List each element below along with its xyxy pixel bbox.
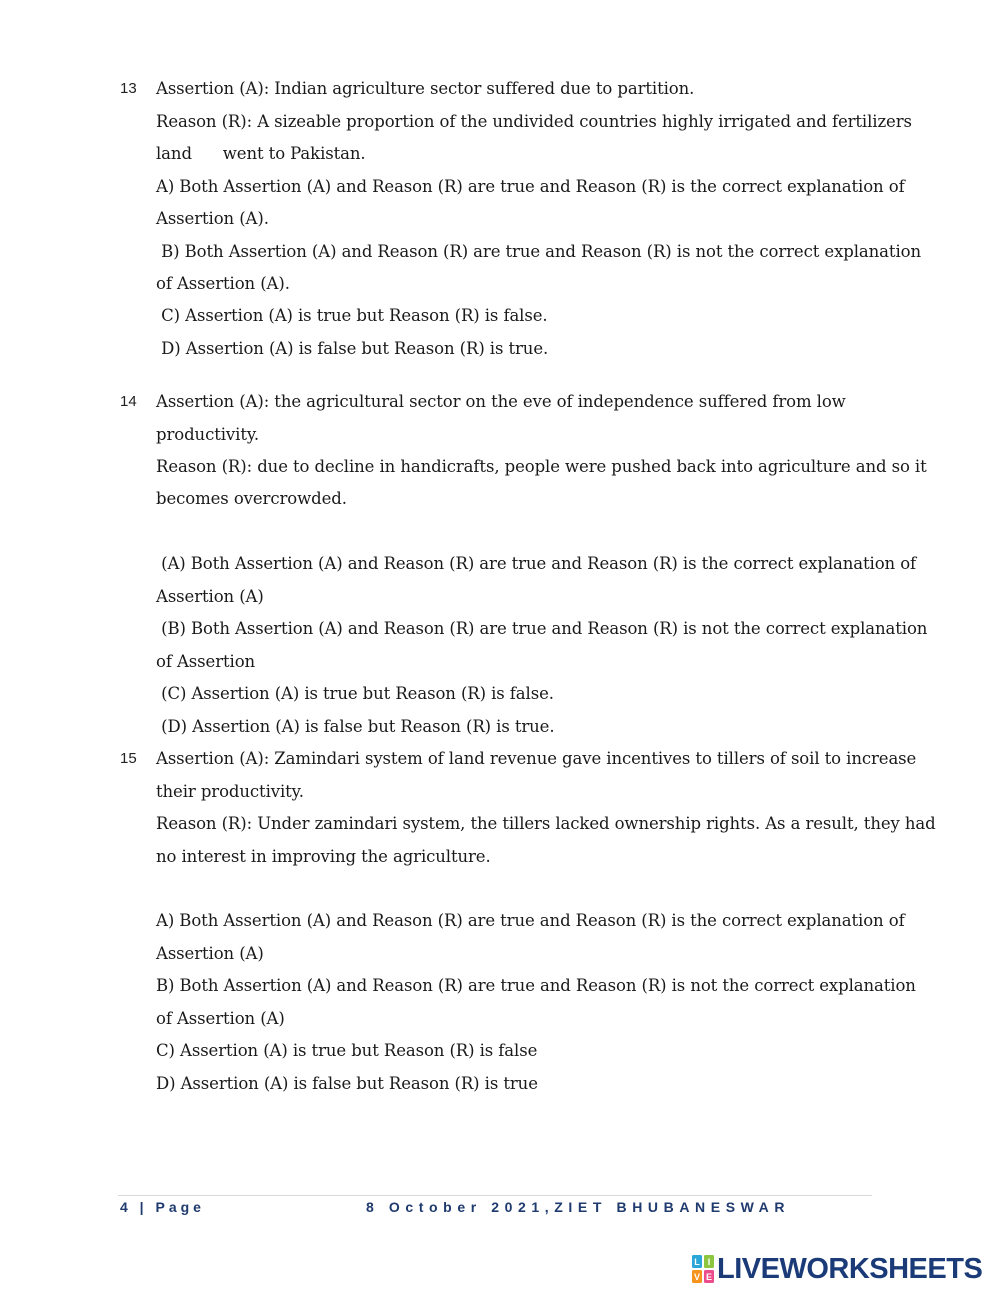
question-line: no interest in improving the agriculture. [156,847,491,866]
question-line: becomes overcrowded. [156,489,347,508]
option-line: (B) Both Assertion (A) and Reason (R) are true and Reason (R) is not the correct explanation [156,619,928,638]
footer-date-location: 8 October 2021,ZIET BHUBANESWAR [366,1199,791,1215]
option-line: of Assertion (A) [156,1009,285,1028]
footer-page-number: 4 | Page [120,1199,205,1215]
option-line: C) Assertion (A) is true but Reason (R) is false. [156,306,548,325]
question-line: Reason (R): A sizeable proportion of the undivided countries highly irrigated and fertilizers [156,112,912,131]
option-line: of Assertion (A). [156,274,290,293]
option-line: Assertion (A) [156,587,264,606]
option-line: of Assertion [156,652,256,671]
liveworksheets-wordmark: LIVEWORKSHEETS [717,1252,983,1285]
question-line: Reason (R): Under zamindari system, the tillers lacked ownership rights. As a result, they had [156,814,936,833]
question-line: Reason (R): due to decline in handicrafts, people were pushed back into agriculture and so it [156,457,927,476]
question-number: 13 [120,80,137,97]
question-line: Assertion (A): the agricultural sector on the eve of independence suffered from low [156,392,846,411]
option-line: Assertion (A). [156,209,269,228]
question-line: productivity. [156,425,260,444]
footer-divider [118,1195,872,1196]
question-line: their productivity. [156,782,304,801]
svg-text:I: I [707,1257,711,1267]
option-line: B) Both Assertion (A) and Reason (R) are true and Reason (R) is not the correct explanation [156,976,916,995]
liveworksheets-brand[interactable] [692,1253,982,1285]
option-line: C) Assertion (A) is true but Reason (R) is false [156,1041,538,1060]
option-line: D) Assertion (A) is false but Reason (R) is true. [156,339,549,358]
question-line: Assertion (A): Indian agriculture sector suffered due to partition. [156,79,695,98]
svg-text:V: V [693,1272,701,1282]
question-number: 14 [120,393,137,410]
option-line: A) Both Assertion (A) and Reason (R) are true and Reason (R) is the correct explanation of [156,911,905,930]
svg-text:L: L [694,1257,700,1267]
option-line: (A) Both Assertion (A) and Reason (R) are true and Reason (R) is the correct explanation of [156,554,917,573]
option-line: (D) Assertion (A) is false but Reason (R) is true. [156,717,555,736]
question-line: Assertion (A): Zamindari system of land revenue gave incentives to tillers of soil to increase [156,749,917,768]
option-line: A) Both Assertion (A) and Reason (R) are true and Reason (R) is the correct explanation of [156,177,905,196]
option-line: (C) Assertion (A) is true but Reason (R) is false. [156,684,554,703]
option-line: D) Assertion (A) is false but Reason (R) is true [156,1074,538,1093]
liveworksheets-logo-icon [692,1255,714,1283]
option-line: B) Both Assertion (A) and Reason (R) are true and Reason (R) is not the correct explanation [156,242,921,261]
svg-text:E: E [705,1272,713,1282]
question-number: 15 [120,750,137,767]
option-line: Assertion (A) [156,944,264,963]
question-line: land went to Pakistan. [156,144,366,163]
